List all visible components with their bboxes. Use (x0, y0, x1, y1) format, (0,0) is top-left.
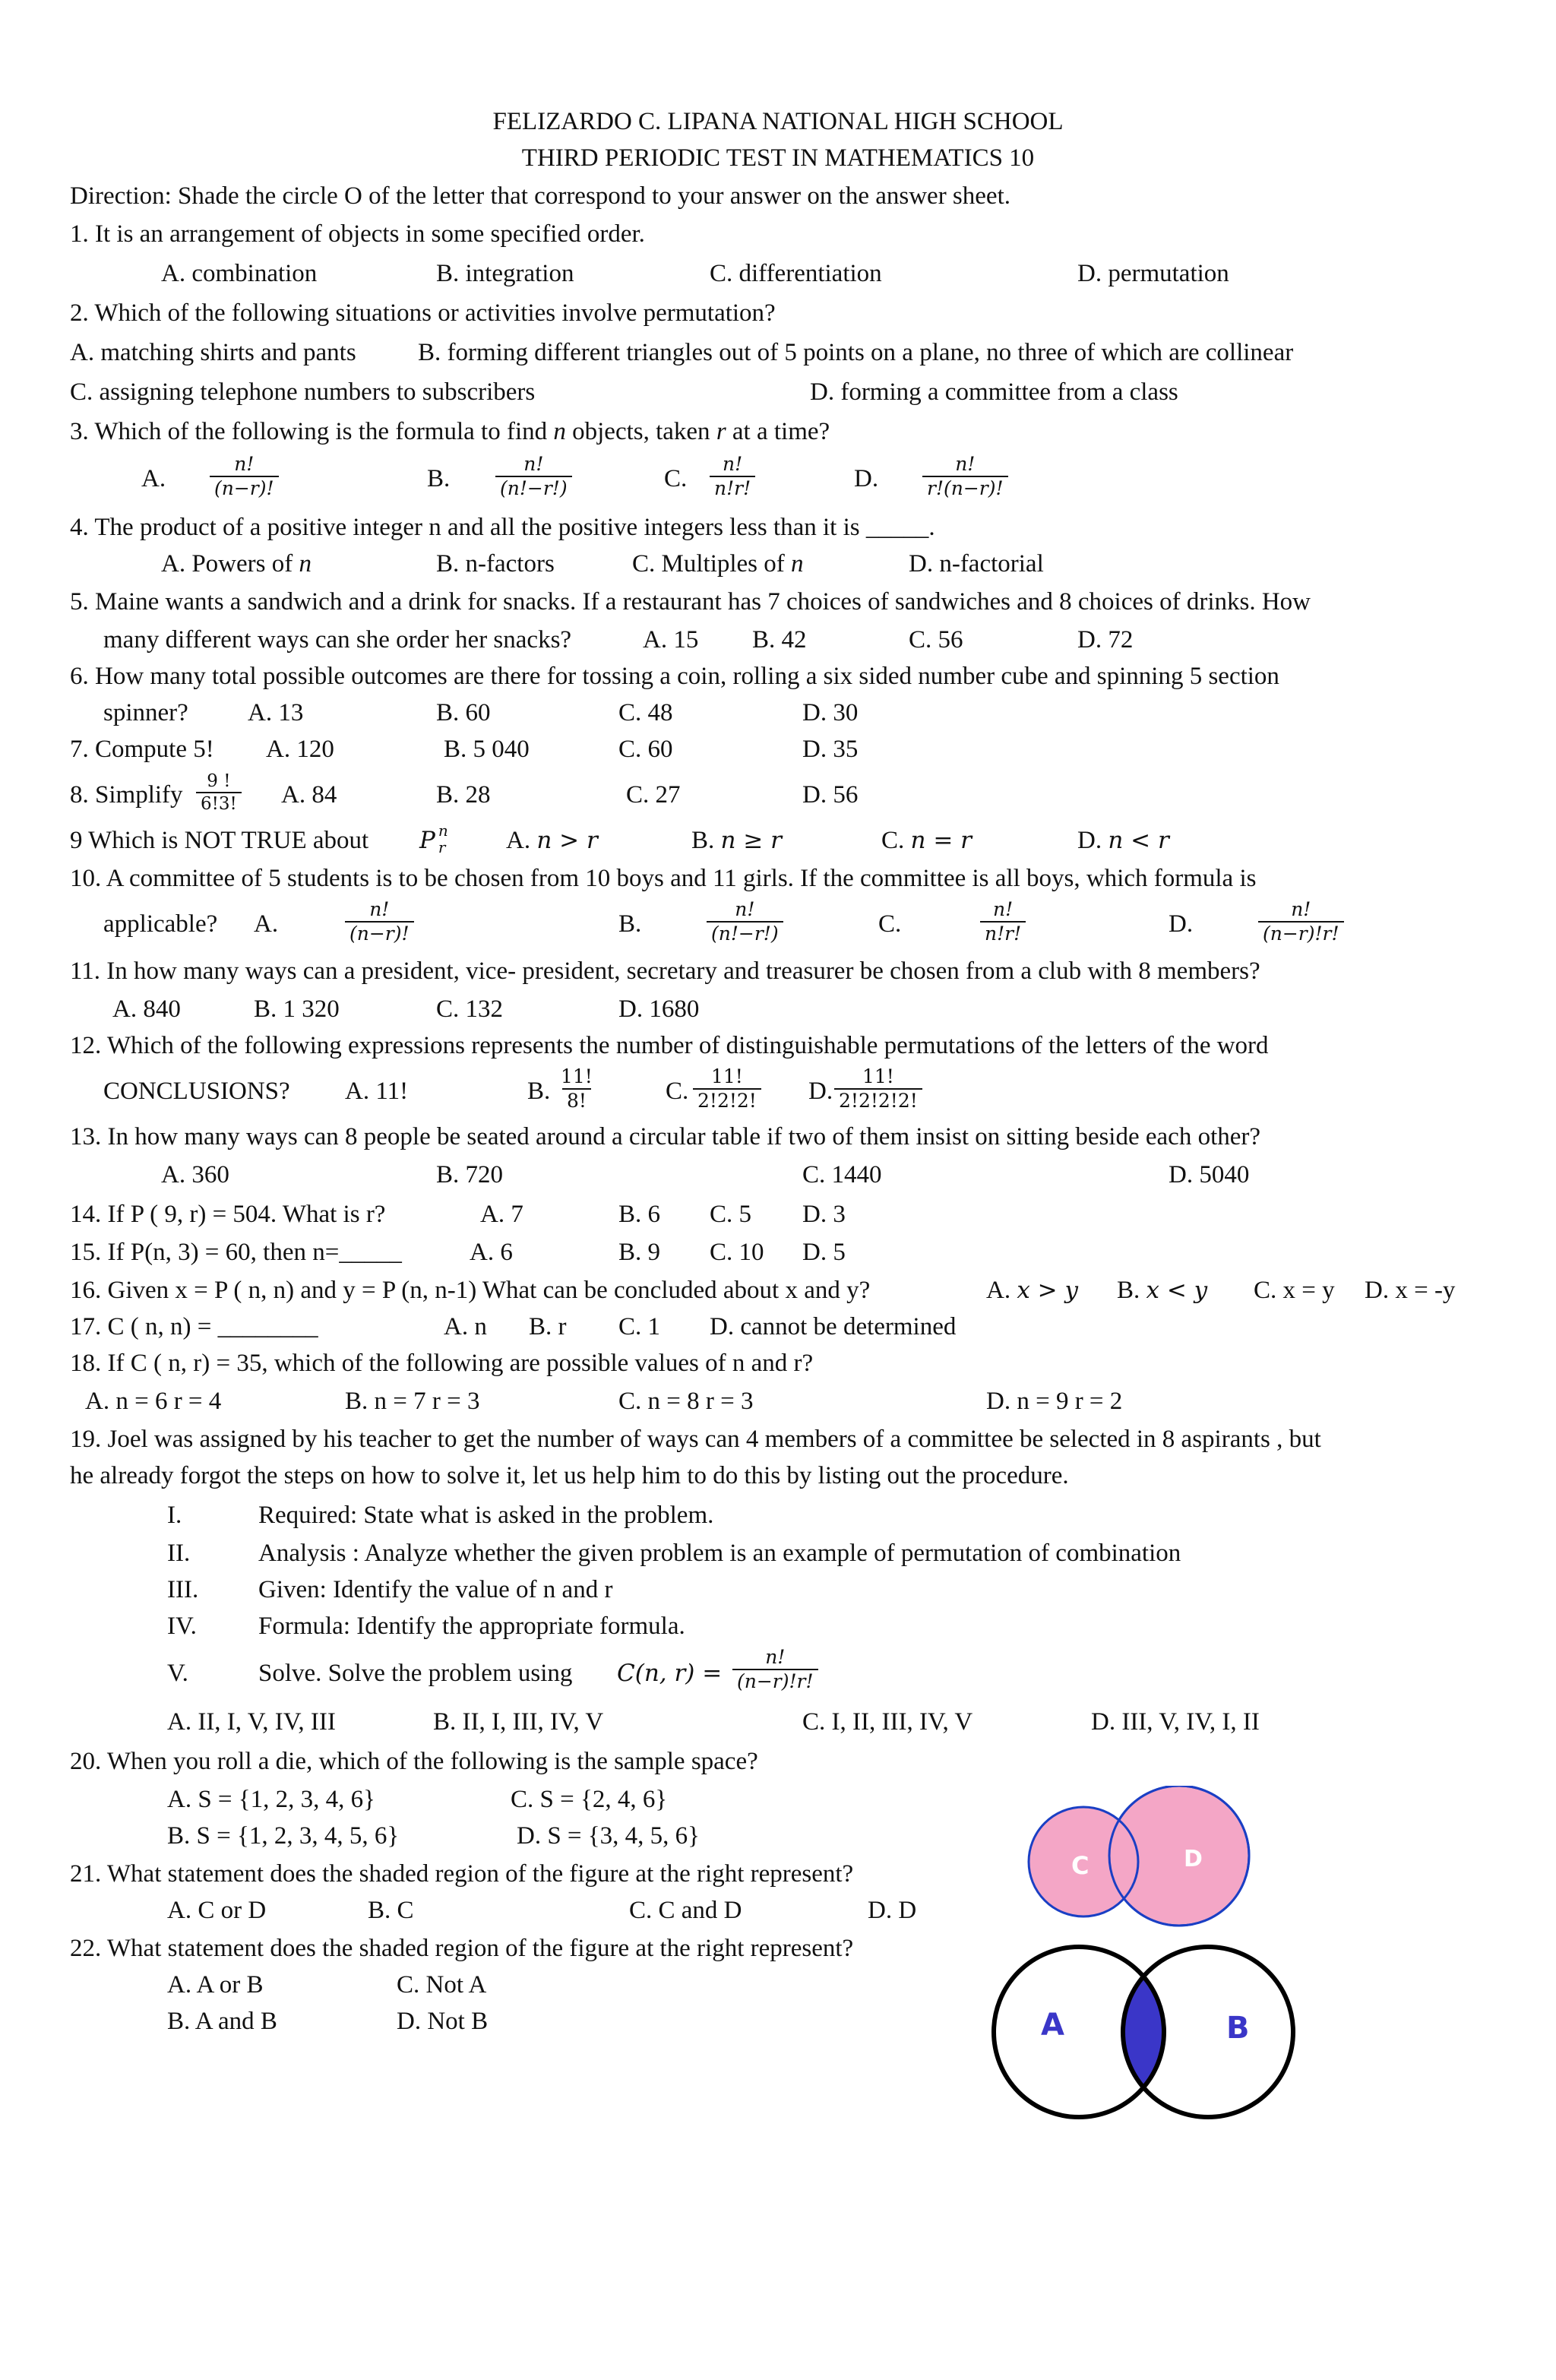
q1-option-c: C. differentiation (710, 260, 882, 287)
q6-stem-line1: 6. How many total possible outcomes are there for tossing a coin, rolling a six sided number cube and spinning 5 section (70, 663, 1279, 690)
q2-option-c: C. assigning telephone numbers to subscribers (70, 378, 536, 406)
q8-option-a: A. 84 (281, 781, 337, 809)
q19-stem-line1: 19. Joel was assigned by his teacher to get the number of ways can 4 members of a committee be selected in 8 aspirants , but (70, 1426, 1321, 1453)
q19-option-d: D. III, V, IV, I, II (1091, 1708, 1260, 1736)
q4-option-b: B. n-factors (436, 550, 555, 578)
q21-option-b: B. C (368, 1897, 414, 1924)
q11-option-d: D. 1680 (618, 995, 700, 1023)
q2-stem: 2. Which of the following situations or activities involve permutation? (70, 299, 776, 327)
q16-option-c: C. x = y (1254, 1277, 1335, 1304)
q19-step-text: Solve. Solve the problem using (258, 1660, 573, 1687)
q6-option-c: C. 48 (618, 699, 673, 726)
q21-option-d: D. D (868, 1897, 917, 1924)
q20-option-a: A. S = {1, 2, 3, 4, 6} (167, 1786, 375, 1813)
q4-option-a: A. Powers of n (161, 550, 312, 578)
q5-option-a: A. 15 (643, 626, 699, 654)
q8-option-b: B. 28 (436, 781, 491, 809)
q4-option-d: D. n-factorial (909, 550, 1044, 578)
q6-stem-line2: spinner? (103, 699, 188, 726)
q14-stem: 14. If P ( 9, r) = 504. What is r? (70, 1201, 386, 1228)
q9-permutation-symbol: P n r (419, 821, 448, 856)
q17-stem: 17. C ( n, n) = ________ (70, 1313, 318, 1340)
q17-option-c: C. 1 (618, 1313, 661, 1340)
q3-option-a: A. (141, 465, 166, 492)
q7-option-d: D. 35 (802, 736, 859, 763)
q19-formula-lhs: C(n, r) = (617, 1660, 723, 1687)
q7-option-b: B. 5 040 (444, 736, 530, 763)
q22-option-a: A. A or B (167, 1971, 264, 1999)
q6-option-a: A. 13 (248, 699, 304, 726)
q1-option-d: D. permutation (1077, 260, 1229, 287)
q19-step-num: II. (167, 1540, 191, 1567)
q3-option-d: D. (854, 465, 879, 492)
q11-option-b: B. 1 320 (254, 995, 340, 1023)
q21-stem: 21. What statement does the shaded region of the figure at the right represent? (70, 1860, 854, 1888)
q15-option-b: B. 9 (618, 1239, 661, 1266)
q8-stem: 8. Simplify (70, 781, 183, 809)
q19-option-a: A. II, I, V, IV, III (167, 1708, 336, 1736)
q5-option-c: C. 56 (909, 626, 963, 654)
q9-option-b: B. n ≥ r (691, 827, 782, 854)
q2-option-a: A. matching shirts and pants (70, 339, 356, 366)
q19-step-num: I. (167, 1502, 182, 1529)
q20-option-b: B. S = {1, 2, 3, 4, 5, 6} (167, 1822, 400, 1850)
q18-option-d: D. n = 9 r = 2 (986, 1388, 1123, 1415)
q9-option-d: D. n < r (1077, 827, 1169, 854)
q4-stem: 4. The product of a positive integer n and all the positive integers less than it is _____. (70, 514, 935, 541)
q12-fraction-d: 11! 2!2!2!2! (834, 1065, 922, 1112)
q10-option-c: C. (878, 910, 902, 938)
q14-option-c: C. 5 (710, 1201, 752, 1228)
q3-fraction-b: n! (n!−r!) (495, 453, 572, 500)
q13-option-b: B. 720 (436, 1161, 504, 1188)
q1-stem: 1. It is an arrangement of objects in some specified order. (70, 220, 645, 248)
q1-option-a: A. combination (161, 260, 318, 287)
q10-stem-line1: 10. A committee of 5 students is to be chosen from 10 boys and 11 girls. If the committee is all boys, which formula is (70, 865, 1257, 892)
q11-option-c: C. 132 (436, 995, 504, 1023)
venn-diagram-a-b (980, 1942, 1314, 2125)
q1-option-b: B. integration (436, 260, 574, 287)
q19-step-num: IV. (167, 1613, 197, 1640)
q12-stem-line1: 12. Which of the following expressions represents the number of distinguishable permutations of the letters of the word (70, 1032, 1269, 1059)
q19-stem-line2: he already forgot the steps on how to solve it, let us help him to do this by listing out the procedure. (70, 1462, 1069, 1489)
q11-option-a: A. 840 (112, 995, 181, 1023)
q3-option-b: B. (427, 465, 451, 492)
q22-stem: 22. What statement does the shaded region of the figure at the right represent? (70, 1935, 854, 1962)
q16-option-b: B. x < y (1117, 1277, 1208, 1304)
q12-option-b: B. (527, 1078, 551, 1105)
q13-option-a: A. 360 (161, 1161, 229, 1188)
q12-option-a: A. 11! (345, 1078, 409, 1105)
q19-step-text: Formula: Identify the appropriate formula. (258, 1613, 685, 1640)
q12-stem-line2: CONCLUSIONS? (103, 1078, 290, 1105)
q10-option-b: B. (618, 910, 642, 938)
q12-fraction-c: 11! 2!2!2! (693, 1065, 761, 1112)
q5-stem-line1: 5. Maine wants a sandwich and a drink for snacks. If a restaurant has 7 choices of sandwiches and 8 choices of drinks. How (70, 588, 1311, 616)
q6-option-d: D. 30 (802, 699, 859, 726)
q15-option-d: D. 5 (802, 1239, 846, 1266)
q17-option-b: B. r (529, 1313, 567, 1340)
q7-option-c: C. 60 (618, 736, 673, 763)
q9-option-c: C. n = r (881, 827, 972, 854)
q13-stem: 13. In how many ways can 8 people be seated around a circular table if two of them insist on sitting beside each other? (70, 1123, 1261, 1150)
q3-stem: 3. Which of the following is the formula to find n objects, taken r at a time? (70, 418, 830, 445)
q10-fraction-a: n! (n−r)! (345, 898, 414, 945)
q19-step-text: Analysis : Analyze whether the given problem is an example of permutation of combination (258, 1540, 1181, 1567)
q10-option-d: D. (1169, 910, 1194, 938)
q12-option-c: C. (666, 1078, 689, 1105)
q18-option-c: C. n = 8 r = 3 (618, 1388, 754, 1415)
q17-option-a: A. n (444, 1313, 487, 1340)
q16-stem: 16. Given x = P ( n, n) and y = P (n, n-1) What can be concluded about x and y? (70, 1277, 871, 1304)
q22-option-d: D. Not B (397, 2008, 489, 2035)
q17-option-d: D. cannot be determined (710, 1313, 957, 1340)
q14-option-d: D. 3 (802, 1201, 846, 1228)
q13-option-c: C. 1440 (802, 1161, 882, 1188)
q12-fraction-b: 11! 8! (561, 1065, 593, 1112)
venn-label-c: C (1071, 1851, 1090, 1880)
q7-stem: 7. Compute 5! (70, 736, 214, 763)
q19-step-num: III. (167, 1576, 199, 1603)
q19-option-b: B. II, I, III, IV, V (433, 1708, 604, 1736)
q10-option-a: A. (254, 910, 279, 938)
q15-stem: 15. If P(n, 3) = 60, then n=_____ (70, 1239, 402, 1266)
q13-option-d: D. 5040 (1169, 1161, 1250, 1188)
q8-fraction: 9 ! 6!3! (196, 771, 242, 815)
q3-option-c: C. (664, 465, 688, 492)
q2-option-d: D. forming a committee from a class (810, 378, 1178, 406)
q15-option-c: C. 10 (710, 1239, 764, 1266)
q8-option-d: D. 56 (802, 781, 859, 809)
venn-label-b: B (1226, 2011, 1250, 2046)
q22-option-b: B. A and B (167, 2008, 277, 2035)
q15-option-a: A. 6 (470, 1239, 513, 1266)
q7-option-a: A. 120 (266, 736, 334, 763)
q10-fraction-c: n! n!r! (980, 898, 1026, 945)
q19-formula-fraction: n! (n−r)!r! (732, 1646, 818, 1693)
q9-option-a: A. n > r (506, 827, 598, 854)
q5-option-b: B. 42 (752, 626, 807, 654)
q19-step-text: Required: State what is asked in the problem. (258, 1502, 714, 1529)
q8-option-c: C. 27 (626, 781, 681, 809)
q21-option-c: C. C and D (629, 1897, 742, 1924)
q12-option-d: D. (808, 1078, 833, 1105)
q6-option-b: B. 60 (436, 699, 491, 726)
q19-step-num: V. (167, 1660, 188, 1687)
q9-stem: 9 Which is NOT TRUE about (70, 827, 369, 854)
venn-label-d: D (1184, 1846, 1203, 1872)
direction: Direction: Shade the circle O of the letter that correspond to your answer on the answer sheet. (70, 182, 1010, 210)
q14-option-a: A. 7 (480, 1201, 523, 1228)
q18-stem: 18. If C ( n, r) = 35, which of the following are possible values of n and r? (70, 1350, 814, 1377)
q3-fraction-a: n! (n−r)! (210, 453, 279, 500)
school-name: FELIZARDO C. LIPANA NATIONAL HIGH SCHOOL (492, 108, 1064, 135)
q20-stem: 20. When you roll a die, which of the following is the sample space? (70, 1748, 758, 1775)
venn-label-a: A (1041, 2008, 1064, 2043)
q19-step-text: Given: Identify the value of n and r (258, 1576, 613, 1603)
test-title: THIRD PERIODIC TEST IN MATHEMATICS 10 (521, 144, 1035, 172)
q16-option-d: D. x = -y (1365, 1277, 1456, 1304)
q5-option-d: D. 72 (1077, 626, 1134, 654)
q20-option-c: C. S = {2, 4, 6} (511, 1786, 668, 1813)
q5-stem-line2: many different ways can she order her snacks? (103, 626, 572, 654)
q20-option-d: D. S = {3, 4, 5, 6} (517, 1822, 700, 1850)
q18-option-b: B. n = 7 r = 3 (345, 1388, 480, 1415)
q3-fraction-c: n! n!r! (710, 453, 755, 500)
q3-fraction-d: n! r!(n−r)! (922, 453, 1008, 500)
q16-option-a: A. x > y (986, 1277, 1079, 1304)
q10-fraction-b: n! (n!−r!) (707, 898, 783, 945)
q18-option-a: A. n = 6 r = 4 (85, 1388, 222, 1415)
q2-option-b: B. forming different triangles out of 5 points on a plane, no three of which are collinear (418, 339, 1294, 366)
q11-stem: 11. In how many ways can a president, vice- president, secretary and treasurer be chosen from a club with 8 members? (70, 957, 1260, 985)
q14-option-b: B. 6 (618, 1201, 661, 1228)
q22-option-c: C. Not A (397, 1971, 487, 1999)
q10-fraction-d: n! (n−r)!r! (1258, 898, 1344, 945)
q4-option-c: C. Multiples of n (632, 550, 804, 578)
q21-option-a: A. C or D (167, 1897, 267, 1924)
q10-stem-line2: applicable? (103, 910, 218, 938)
venn-diagram-c-d (1018, 1786, 1261, 1930)
q19-option-c: C. I, II, III, IV, V (802, 1708, 973, 1736)
